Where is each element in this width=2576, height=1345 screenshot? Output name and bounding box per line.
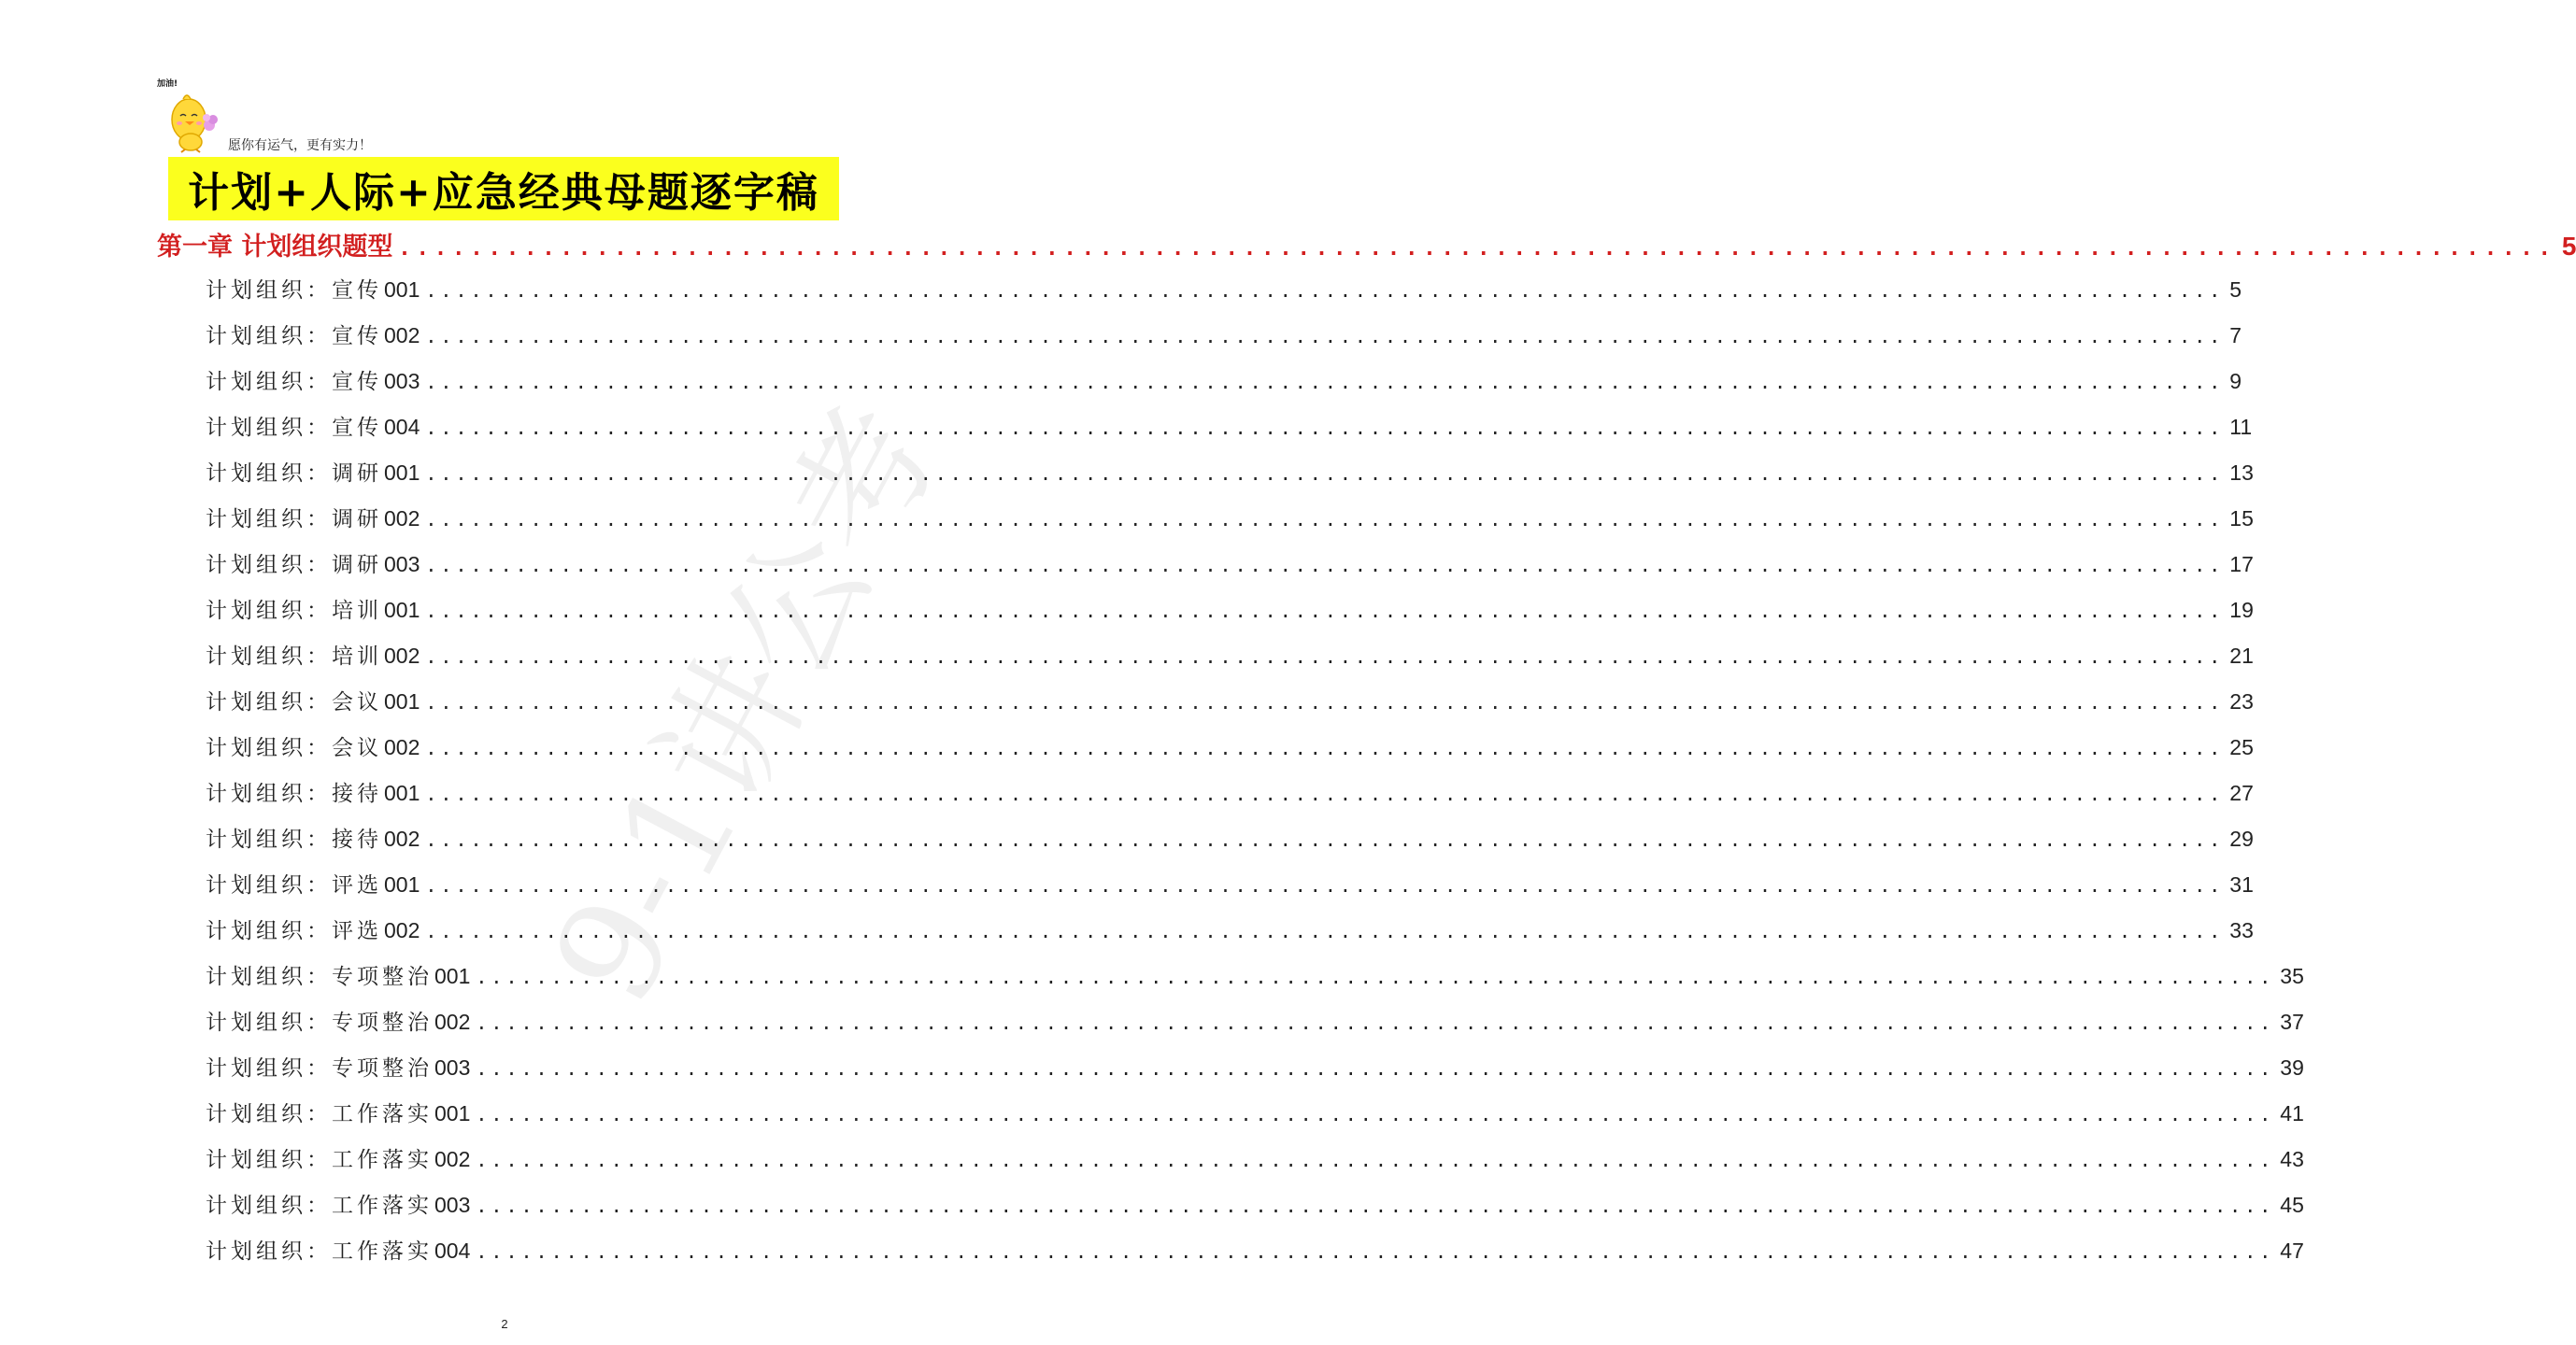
leader-dots: ........................................................................................................................: [425, 279, 2225, 302]
toc-entry[interactable]: [206, 1051, 2304, 1088]
toc-entry[interactable]: [206, 1234, 2304, 1271]
toc-entry-label: 计划组织：工作落实: [206, 1239, 433, 1264]
toc-entry[interactable]: [206, 868, 2254, 905]
toc-entry-label: 计划组织：工作落实: [206, 1102, 433, 1126]
page-number: 2: [501, 1317, 508, 1331]
toc-entry-code: 002: [384, 644, 420, 668]
leader-dots: ........................................................................................................................: [425, 554, 2225, 576]
toc-entry-label: 计划组织：宣传: [206, 324, 382, 348]
toc-entry-label: 计划组织：评选: [206, 919, 382, 943]
toc-entry-page-number: 23: [2229, 689, 2254, 714]
toc-entry[interactable]: [206, 547, 2254, 585]
toc-entry-code: 003: [384, 552, 420, 576]
leader-dots: ........................................................................................................................: [476, 1195, 2275, 1217]
toc-entry[interactable]: [206, 776, 2254, 814]
leader-dots: ........................................................................................................................: [398, 237, 2556, 261]
leader-dots: ........................................................................................................................: [425, 920, 2225, 942]
toc-entry-page-number: 43: [2280, 1147, 2304, 1171]
toc-entry-label: 计划组织：调研: [206, 461, 382, 486]
toc-entry-code: 002: [384, 323, 420, 347]
toc-entry[interactable]: [206, 456, 2254, 493]
leader-dots: ........................................................................................................................: [425, 417, 2225, 439]
toc-entry-code: 004: [384, 415, 420, 439]
toc-entry-code: 001: [434, 964, 471, 988]
toc-entry-page-number: 39: [2280, 1055, 2304, 1080]
toc-entry-page-number: 29: [2229, 827, 2254, 851]
toc-entry-label: 计划组织：接待: [206, 782, 382, 806]
toc-entry-page-number: 19: [2229, 598, 2254, 622]
toc-entry[interactable]: [206, 273, 2242, 310]
toc-entry-page-number: 9: [2229, 369, 2242, 393]
toc-entry-label: 计划组织：评选: [206, 873, 382, 898]
leader-dots: ........................................................................................................................: [425, 691, 2225, 714]
title-highlight: [168, 157, 839, 220]
toc-entry[interactable]: [206, 1097, 2304, 1134]
toc-entry[interactable]: [206, 959, 2304, 997]
toc-entry[interactable]: [206, 730, 2254, 768]
leader-dots: ........................................................................................................................: [425, 783, 2225, 805]
leader-dots: ........................................................................................................................: [425, 737, 2225, 759]
mascot-badge-text: 加油!: [157, 79, 178, 89]
toc-entry-code: 002: [384, 918, 420, 942]
toc-entry[interactable]: [206, 364, 2242, 402]
toc-entry[interactable]: [206, 502, 2254, 539]
toc-entry-code: 001: [384, 277, 420, 302]
toc-entry[interactable]: [206, 913, 2254, 951]
toc-entry-code: 002: [384, 506, 420, 531]
toc-entry-page-number: 35: [2280, 964, 2304, 988]
toc-entry-label: 计划组织：会议: [206, 736, 382, 760]
toc-entry-code: 001: [434, 1101, 471, 1126]
toc-chapter-heading[interactable]: [157, 226, 2576, 263]
toc-entry-label: 计划组织：专项整治: [206, 1056, 433, 1081]
toc-entry-page-number: 45: [2280, 1193, 2304, 1217]
document-title: 计划+人际+应急经典母题逐字稿: [188, 169, 819, 217]
leader-dots: ........................................................................................................................: [425, 828, 2225, 851]
leader-dots: ........................................................................................................................: [425, 508, 2225, 531]
toc-entry-label: 计划组织：工作落实: [206, 1194, 433, 1218]
toc-entry[interactable]: [206, 685, 2254, 722]
toc-entry[interactable]: [206, 319, 2242, 356]
toc-entry-label: 计划组织：调研: [206, 553, 382, 577]
leader-dots: ........................................................................................................................: [476, 1057, 2275, 1080]
toc-entry-label: 计划组织：专项整治: [206, 965, 433, 989]
leader-dots: ........................................................................................................................: [476, 966, 2275, 988]
toc-entry-label: 计划组织：接待: [206, 828, 382, 852]
toc-entry-page-number: 11: [2229, 415, 2253, 439]
toc-entry[interactable]: [206, 410, 2253, 447]
toc-entry-page-number: 15: [2229, 506, 2254, 531]
toc-entry-code: 002: [384, 827, 420, 851]
leader-dots: ........................................................................................................................: [476, 1012, 2275, 1034]
toc-entry-code: 001: [384, 598, 420, 622]
toc-entry-label: 计划组织：培训: [206, 599, 382, 623]
toc-entry-page-number: 47: [2280, 1239, 2304, 1263]
watermark-text: 9-1讲公考: [521, 381, 970, 1028]
toc-entry-code: 003: [384, 369, 420, 393]
toc-entry[interactable]: [206, 1142, 2304, 1180]
leader-dots: ........................................................................................................................: [425, 874, 2225, 897]
leader-dots: ........................................................................................................................: [425, 325, 2225, 347]
toc-entry-page-number: 37: [2280, 1010, 2304, 1034]
toc-entry-page-number: 27: [2229, 781, 2254, 805]
leader-dots: ........................................................................................................................: [425, 371, 2225, 393]
toc-entry-page-number: 25: [2229, 735, 2254, 759]
toc-entry[interactable]: [206, 822, 2254, 859]
toc-entry-code: 004: [434, 1239, 471, 1263]
toc-entry[interactable]: [206, 593, 2254, 630]
toc-entry-label: 计划组织：专项整治: [206, 1011, 433, 1035]
toc-entry-code: 003: [434, 1055, 471, 1080]
toc-entry-code: 001: [384, 460, 420, 485]
toc-entry-label: 计划组织：宣传: [206, 416, 382, 440]
toc-entry[interactable]: [206, 1005, 2304, 1042]
toc-entry-code: 001: [384, 689, 420, 714]
toc-entry-label: 计划组织：工作落实: [206, 1148, 433, 1172]
toc-entry-page-number: 17: [2229, 552, 2254, 576]
toc-entry-label: 计划组织：培训: [206, 644, 382, 669]
toc-entry-page-number: 31: [2229, 872, 2254, 897]
toc-entry-code: 001: [384, 781, 420, 805]
leader-dots: ........................................................................................................................: [476, 1240, 2275, 1263]
toc-entry-code: 002: [384, 735, 420, 759]
leader-dots: ........................................................................................................................: [476, 1149, 2275, 1171]
toc-entry-label: 计划组织：调研: [206, 507, 382, 531]
chick-mascot-icon: [155, 75, 226, 153]
chapter-title: 第一章 计划组织题型: [157, 233, 393, 262]
leader-dots: ........................................................................................................................: [425, 600, 2225, 622]
toc-entry-label: 计划组织：会议: [206, 690, 382, 715]
toc-entry-page-number: 33: [2229, 918, 2254, 942]
toc-entry-label: 计划组织：宣传: [206, 278, 382, 303]
toc-entry-page-number: 7: [2229, 323, 2242, 347]
toc-entry-code: 003: [434, 1193, 471, 1217]
toc-entry-page-number: 13: [2229, 460, 2254, 485]
leader-dots: ........................................................................................................................: [425, 645, 2225, 668]
chapter-page-number: 5: [2561, 232, 2576, 261]
toc-entry-page-number: 41: [2280, 1101, 2304, 1126]
toc-entry-code: 002: [434, 1147, 471, 1171]
toc-entry-page-number: 5: [2229, 277, 2242, 302]
leader-dots: ........................................................................................................................: [476, 1103, 2275, 1126]
motto-text: 愿你有运气，更有实力！: [228, 138, 372, 153]
leader-dots: ........................................................................................................................: [425, 462, 2225, 485]
toc-entry-code: 001: [384, 872, 420, 897]
toc-entry-page-number: 21: [2229, 644, 2254, 668]
toc-entry-code: 002: [434, 1010, 471, 1034]
toc-entry[interactable]: [206, 639, 2254, 676]
toc-entry[interactable]: [206, 1188, 2304, 1225]
toc-entry-label: 计划组织：宣传: [206, 370, 382, 394]
